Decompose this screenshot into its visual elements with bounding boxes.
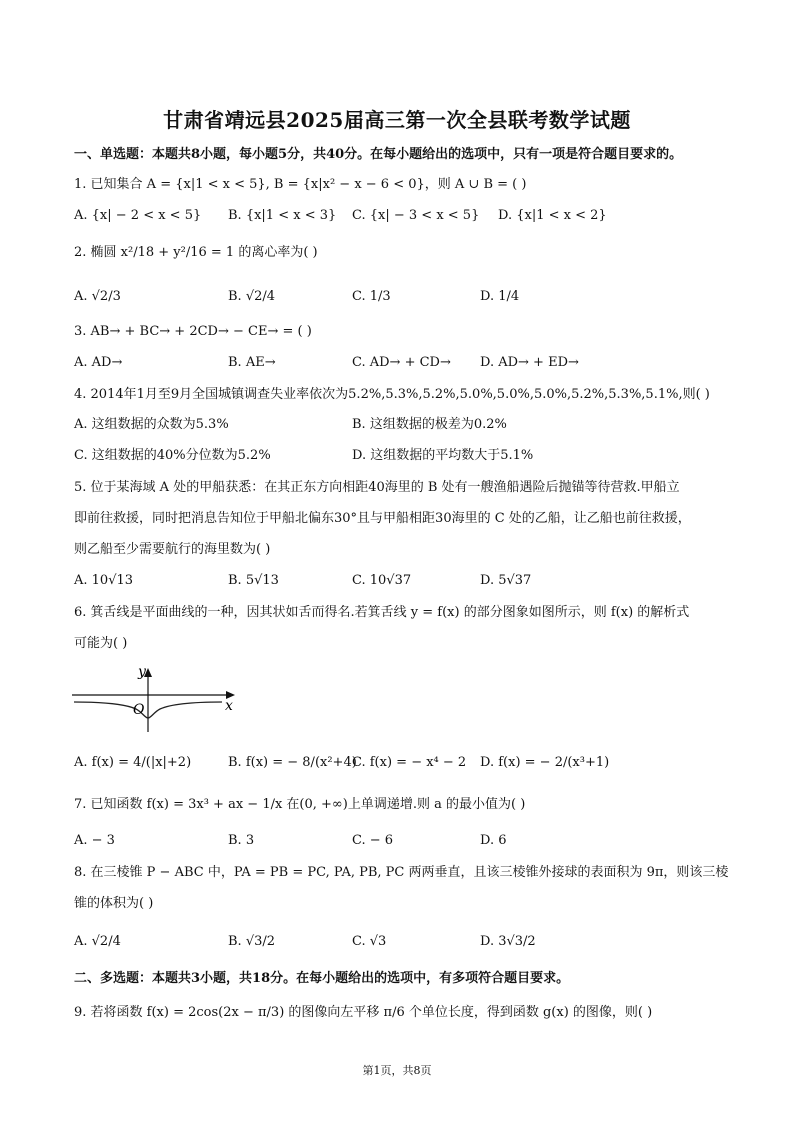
q5-option-b: B. 5√13 (228, 573, 279, 588)
q8-option-c: C. √3 (352, 934, 387, 949)
question-7-stem: 7. 已知函数 f(x) = 3x³ + ax − 1/x 在(0, +∞)上单调递增.则 a 的最小值为( ) (74, 797, 526, 812)
page-footer: 第1页，共8页 (362, 1064, 432, 1077)
question-9-stem: 9. 若将函数 f(x) = 2cos(2x − π/3) 的图像向左平移 π/6 个单位长度，得到函数 g(x) 的图像，则( ) (74, 1005, 653, 1020)
q1-option-a: A. {x| − 2 < x < 5} (74, 208, 202, 223)
q2-option-b: B. √2/4 (228, 289, 276, 304)
x-axis-label: x (225, 698, 233, 714)
section-2-heading: 二、多选题：本题共3小题，共18分。在每小题给出的选项中，有多项符合题目要求。 (74, 971, 570, 986)
q1-option-c: C. {x| − 3 < x < 5} (352, 208, 480, 223)
question-8-line-2: 锥的体积为( ) (74, 896, 154, 911)
q4-option-d: D. 这组数据的平均数大于5.1% (352, 448, 534, 463)
q5-option-c: C. 10√37 (352, 573, 412, 588)
section-1-heading: 一、单选题：本题共8小题，每小题5分，共40分。在每小题给出的选项中，只有一项是符合题目要求的。 (74, 147, 683, 162)
question-1-stem: 1. 已知集合 A = {x|1 < x < 5}, B = {x|x² − x − 6 < 0}，则 A ∪ B = ( ) (74, 177, 527, 192)
q6-option-c: C. f(x) = − x⁴ − 2 (352, 755, 467, 770)
q8-option-d: D. 3√3/2 (480, 934, 536, 949)
q6-option-d: D. f(x) = − 2/(x³+1) (480, 755, 610, 770)
q2-option-c: C. 1/3 (352, 289, 391, 304)
q3-option-d: D. AD→ + ED→ (480, 355, 579, 370)
page-title: 甘肃省靖远县2025届高三第一次全县联考数学试题 (163, 108, 631, 132)
y-axis-label: y (138, 664, 146, 680)
q4-option-a: A. 这组数据的众数为5.3% (74, 417, 229, 432)
question-4-stem: 4. 2014年1月至9月全国城镇调查失业率依次为5.2%,5.3%,5.2%,5.0%,5.0%,5.0%,5.2%,5.3%,5.1%,则( ) (74, 387, 710, 402)
q5-option-d: D. 5√37 (480, 573, 532, 588)
q7-option-d: D. 6 (480, 833, 507, 848)
question-5-line-1: 5. 位于某海域 A 处的甲船获悉：在其正东方向相距40海里的 B 处有一艘渔船遇险后抛锚等待营救.甲船立 (74, 480, 680, 495)
question-6-line-2: 可能为( ) (74, 636, 128, 651)
q6-option-a: A. f(x) = 4/(|x|+2) (74, 755, 192, 770)
q4-option-b: B. 这组数据的极差为0.2% (352, 417, 507, 432)
witch-curve-graph (70, 662, 240, 737)
q3-option-c: C. AD→ + CD→ (352, 355, 451, 370)
q3-option-a: A. AD→ (74, 355, 123, 370)
q2-option-d: D. 1/4 (480, 289, 520, 304)
origin-label: O (133, 702, 145, 718)
q2-option-a: A. √2/3 (74, 289, 121, 304)
q6-option-b: B. f(x) = − 8/(x²+4) (228, 755, 357, 770)
q1-option-b: B. {x|1 < x < 3} (228, 208, 337, 223)
question-5-line-2: 即前往救援，同时把消息告知位于甲船北偏东30°且与甲船相距30海里的 C 处的乙船，让乙船也前往救援， (74, 511, 691, 526)
q8-option-b: B. √3/2 (228, 934, 276, 949)
question-2-stem: 2. 椭圆 x²/18 + y²/16 = 1 的离心率为( ) (74, 245, 318, 260)
q1-option-d: D. {x|1 < x < 2} (498, 208, 607, 223)
q5-option-a: A. 10√13 (74, 573, 134, 588)
q3-option-b: B. AE→ (228, 355, 276, 370)
q8-option-a: A. √2/4 (74, 934, 121, 949)
question-8-line-1: 8. 在三棱锥 P − ABC 中，PA = PB = PC, PA, PB, PC 两两垂直，且该三棱锥外接球的表面积为 9π，则该三棱 (74, 865, 729, 880)
question-3-stem: 3. AB→ + BC→ + 2CD→ − CE→ = ( ) (74, 324, 312, 339)
q7-option-c: C. − 6 (352, 833, 394, 848)
question-6-line-1: 6. 箕舌线是平面曲线的一种，因其状如舌而得名.若箕舌线 y = f(x) 的部分图象如图所示，则 f(x) 的解析式 (74, 605, 690, 620)
question-5-line-3: 则乙船至少需要航行的海里数为( ) (74, 542, 271, 557)
q4-option-c: C. 这组数据的40%分位数为5.2% (74, 448, 271, 463)
q7-option-b: B. 3 (228, 833, 255, 848)
q7-option-a: A. − 3 (74, 833, 115, 848)
